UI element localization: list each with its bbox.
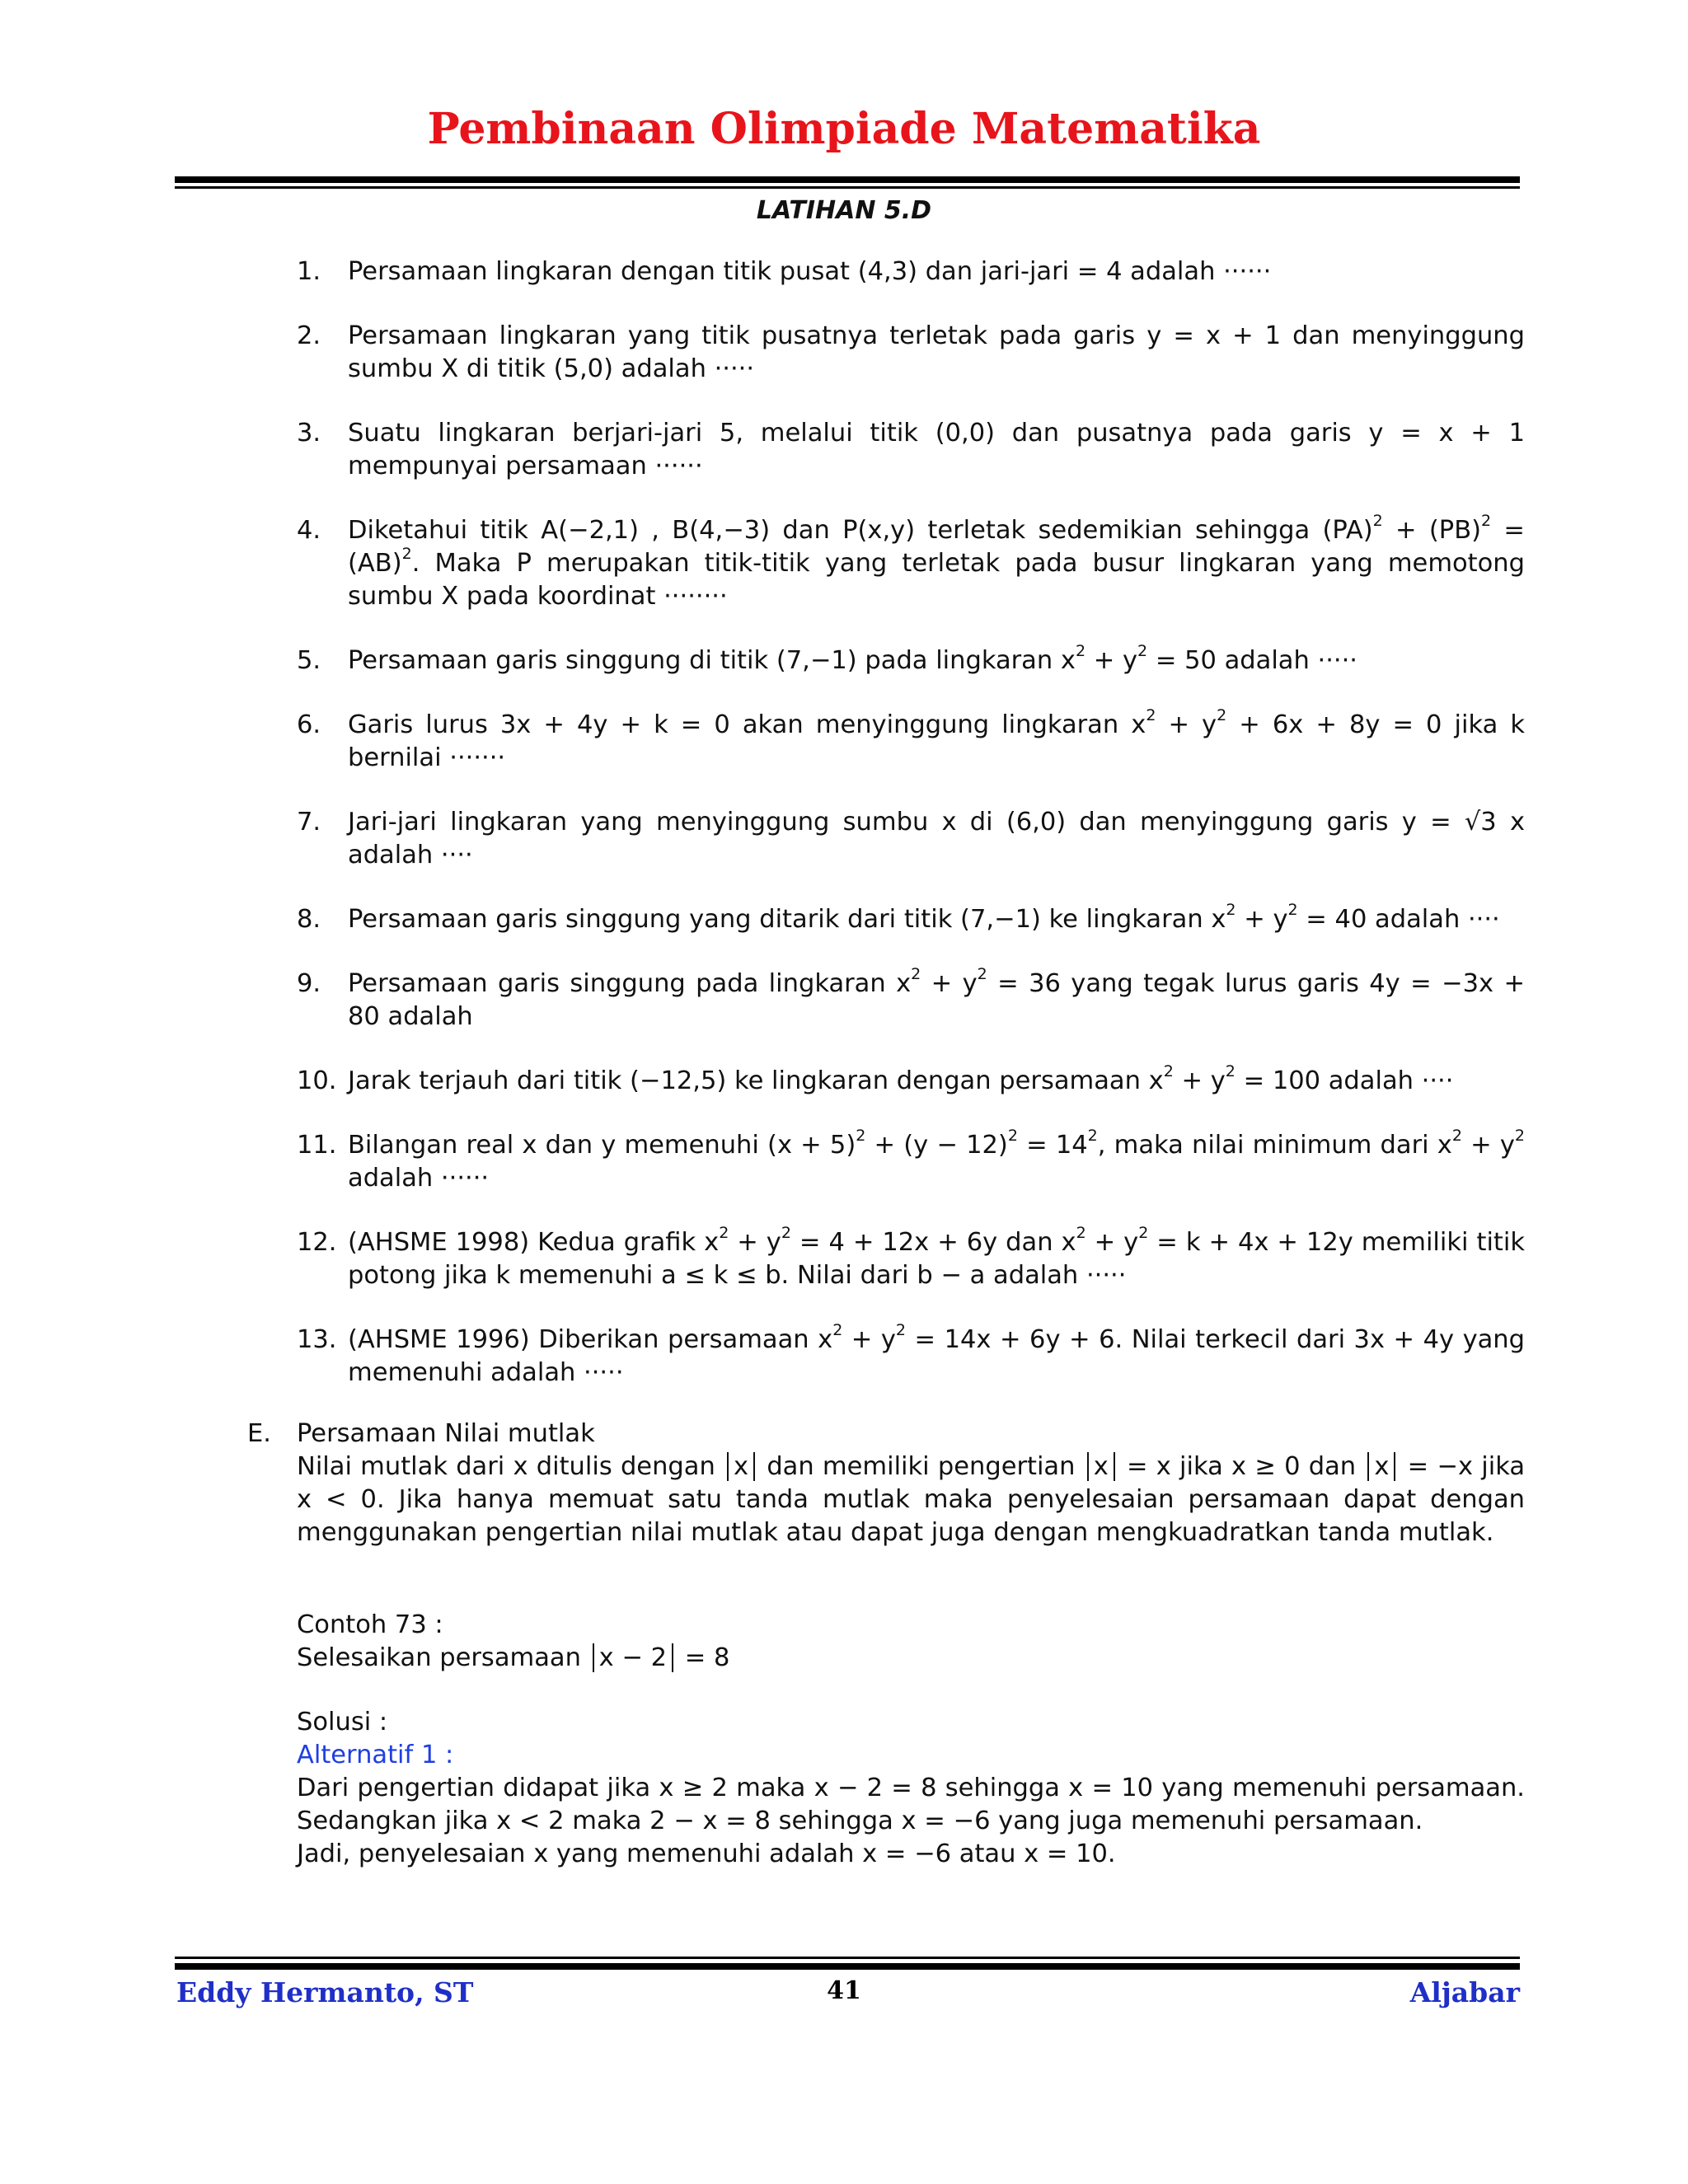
footer-subject: Aljabar [1409, 1976, 1520, 2008]
exercise-number: 8. [297, 905, 321, 934]
exercise-text: = k + 4x + 12y memiliki titik potong jika k memenuhi a ≤ k ≤ b. Nilai dari b − a adalah ····· [348, 1228, 1526, 1290]
section-e [247, 1418, 1525, 1871]
section-heading: LATIHAN 5.D [756, 196, 932, 225]
exercise-text: Persamaan lingkaran dengan titik pusat (4,3) dan jari-jari = 4 adalah ······ [348, 257, 1272, 286]
superscript: 2 [895, 1320, 907, 1339]
exercise-text: = 36 yang tegak lurus garis 4y = −3x + 80 adalah [348, 969, 1525, 1031]
exercise-number: 10. [297, 1066, 337, 1095]
exercise-item [297, 1223, 1526, 1292]
alternative-label: Alternatif 1 : [297, 1741, 454, 1769]
superscript: 2 [1481, 511, 1492, 530]
example-problem-prefix: Selesaikan persamaan [297, 1643, 581, 1672]
para-text-3: = x jika x ≥ 0 dan [1127, 1452, 1357, 1481]
superscript: 2 [1137, 641, 1148, 660]
exercise-item [297, 964, 1525, 1033]
superscript: 2 [1007, 1126, 1018, 1145]
exercise-number: 2. [297, 321, 321, 350]
exercise-text: Persamaan garis singgung yang ditarik dari titik (7,−1) ke lingkaran x [348, 905, 1226, 934]
exercise-text: = 14x + 6y + 6. Nilai terkecil dari 3x + 4y yang memenuhi adalah ····· [348, 1325, 1525, 1387]
exercise-text: Jarak terjauh dari titik (−12,5) ke lingkaran dengan persamaan x [348, 1066, 1164, 1095]
exercise-text: + y [1085, 1228, 1139, 1257]
solution-line-1: Dari pengertian didapat jika x ≥ 2 maka x − 2 = 8 sehingga x = 10 yang memenuhi persamaan. Sedangkan jika x < 2 maka 2 − x = 8 sehingga x = −6 yang juga memenuhi persamaan. [297, 1774, 1525, 1835]
section-e-paragraph [297, 1451, 1525, 1549]
exercise-number: 4. [297, 516, 321, 545]
superscript: 2 [1514, 1126, 1525, 1145]
exercise-item [297, 806, 1525, 872]
superscript: 2 [1451, 1126, 1462, 1145]
exercise-number: 5. [297, 646, 321, 675]
exercise-text: Persamaan garis singgung di titik (7,−1) pada lingkaran x [348, 646, 1076, 675]
footer-page-number: 41 [827, 1976, 861, 2005]
exercise-number: 9. [297, 969, 321, 998]
exercise-text: + y [842, 1325, 896, 1354]
superscript: 2 [719, 1223, 729, 1242]
exercise-text: + (PB) [1382, 516, 1482, 545]
exercise-number: 1. [297, 257, 321, 286]
exercise-text: Persamaan garis singgung pada lingkaran x [348, 969, 912, 998]
superscript: 2 [832, 1320, 843, 1339]
exercise-item [297, 900, 1525, 936]
section-e-body [297, 1418, 1525, 1871]
exercise-number: 3. [297, 419, 321, 448]
exercise-text: = (AB) [348, 516, 1525, 578]
section-e-letter: E. [247, 1419, 271, 1448]
example-abs-expression: x − 2 [593, 1643, 673, 1672]
exercise-item [297, 705, 1525, 775]
abs-value-x: x [1087, 1452, 1115, 1481]
exercise-text: (AHSME 1996) Diberikan persamaan x [348, 1325, 833, 1354]
superscript: 2 [1138, 1223, 1149, 1242]
exercise-text: Suatu lingkaran berjari-jari 5, melalui titik (0,0) dan pusatnya pada garis y = x + 1 mempunyai persamaan ······ [348, 419, 1525, 480]
section-e-title: Persamaan Nilai mutlak [297, 1419, 595, 1448]
page-header-title: Pembinaan Olimpiade Matematika [427, 104, 1261, 154]
example-problem-suffix: = 8 [684, 1643, 730, 1672]
solution-line-2: Jadi, penyelesaian x yang memenuhi adalah x = −6 atau x = 10. [297, 1840, 1116, 1868]
exercise-text: + (y − 12) [865, 1131, 1008, 1160]
header-rule-thick [175, 176, 1520, 183]
superscript: 2 [856, 1126, 866, 1145]
superscript: 2 [1287, 900, 1298, 919]
exercise-text: adalah ······ [348, 1164, 490, 1193]
para-text-4: = −x jika x < 0. Jika hanya memuat satu tanda mutlak maka penyelesaian persamaan dapat dengan menggunakan pengertian nilai mutlak atau dapat juga dengan mengkuadratkan tanda mutlak. [297, 1452, 1526, 1547]
exercise-text: + y [729, 1228, 781, 1257]
exercise-item [297, 641, 1525, 677]
exercise-text: = 100 adalah ···· [1235, 1066, 1454, 1095]
exercise-item [297, 255, 1525, 288]
exercise-item [297, 1126, 1525, 1195]
abs-value-x: x [1367, 1452, 1395, 1481]
exercise-number: 11. [297, 1131, 337, 1160]
superscript: 2 [781, 1223, 791, 1242]
exercise-text: + y [921, 969, 978, 998]
exercise-text: = 40 adalah ···· [1297, 905, 1500, 934]
exercise-number: 6. [297, 710, 321, 739]
footer-author: Eddy Hermanto, ST [176, 1976, 474, 2008]
exercise-item [297, 320, 1525, 386]
exercise-number: 13. [297, 1325, 337, 1354]
superscript: 2 [1146, 705, 1156, 724]
exercise-item [297, 1320, 1525, 1390]
exercise-text: + y [1085, 646, 1138, 675]
example-title: Contoh 73 : [297, 1610, 443, 1639]
superscript: 2 [1075, 641, 1086, 660]
exercise-item [297, 511, 1525, 613]
exercise-text: = 4 + 12x + 6y dan x [790, 1228, 1076, 1257]
footer-rule-thin [175, 1957, 1520, 1959]
para-text-2: dan memiliki pengertian [767, 1452, 1076, 1481]
exercise-text: = 14 [1017, 1131, 1088, 1160]
abs-value-x: x [727, 1452, 755, 1481]
exercise-text: + 6x + 8y = 0 jika k bernilai ······· [348, 710, 1525, 772]
superscript: 2 [911, 964, 921, 983]
exercise-text: Jari-jari lingkaran yang menyinggung sumbu x di (6,0) dan menyinggung garis y = √3 x adalah ···· [348, 808, 1525, 869]
exercise-text: + y [1461, 1131, 1515, 1160]
exercise-text: . Maka P merupakan titik-titik yang terletak pada busur lingkaran yang memotong sumbu X pada koordinat ········ [348, 549, 1525, 611]
exercise-text: Persamaan lingkaran yang titik pusatnya terletak pada garis y = x + 1 dan menyinggung sumbu X di titik (5,0) adalah ····· [348, 321, 1525, 383]
exercise-text: Diketahui titik A(−2,1) , B(4,−3) dan P(x,y) terletak sedemikian sehingga (PA) [348, 516, 1373, 545]
exercise-number: 12. [297, 1228, 337, 1257]
superscript: 2 [1226, 900, 1236, 919]
exercise-text: Bilangan real x dan y memenuhi (x + 5) [348, 1131, 856, 1160]
footer-rule-thick [175, 1963, 1520, 1970]
exercise-text: (AHSME 1998) Kedua grafik x [348, 1228, 720, 1257]
para-text-1: Nilai mutlak dari x ditulis dengan [297, 1452, 715, 1481]
exercise-text: , maka nilai minimum dari x [1097, 1131, 1452, 1160]
exercise-text: Garis lurus 3x + 4y + k = 0 akan menyinggung lingkaran x [348, 710, 1146, 739]
superscript: 2 [1372, 511, 1383, 530]
superscript: 2 [1163, 1062, 1174, 1080]
exercise-text: = 50 adalah ····· [1147, 646, 1357, 675]
exercise-text: + y [1156, 710, 1217, 739]
superscript: 2 [1217, 705, 1227, 724]
exercise-item [297, 417, 1525, 483]
exercise-number: 7. [297, 808, 321, 837]
exercise-list [297, 255, 1525, 1421]
header-rule-thin [175, 186, 1520, 189]
exercise-text: + y [1173, 1066, 1226, 1095]
superscript: 2 [977, 964, 987, 983]
exercise-text: + y [1236, 905, 1288, 934]
exercise-item [297, 1062, 1525, 1098]
solution-label: Solusi : [297, 1708, 388, 1736]
superscript: 2 [1076, 1223, 1086, 1242]
superscript: 2 [1087, 1126, 1098, 1145]
superscript: 2 [401, 544, 412, 563]
example-problem [297, 1642, 1525, 1675]
superscript: 2 [1225, 1062, 1236, 1080]
